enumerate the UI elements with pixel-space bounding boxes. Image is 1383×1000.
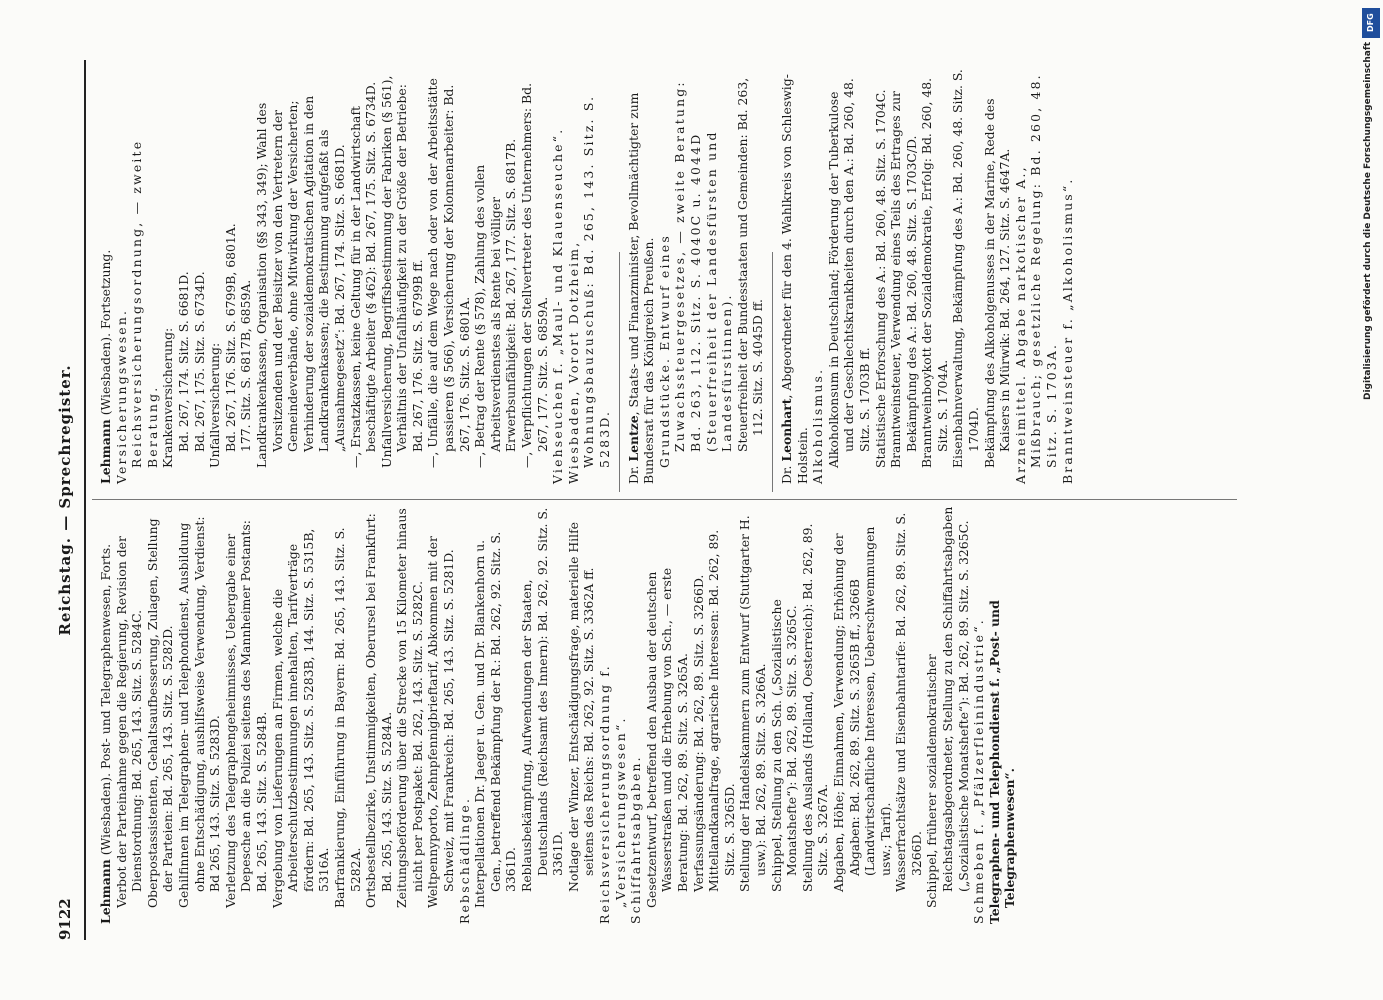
- index-entry: Eisenbahnverwaltung, Bekämpfung des A.: Bd. 260, 48. Sitz. S. 1704D.: [950, 69, 982, 468]
- index-entry: Branntweinsteuer, Verwendung eines Teils des Ertrages zur Bekämpfung des A.: Bd. 260, 48. Sitz. S. 1703C/D.: [888, 91, 919, 468]
- index-entry: Reblausbekämpfung, Aufwendungen der Staaten, Deutschlands (Reichsamt des Innern): Bd. 262, 92. Sitz. S. 3361D.: [519, 507, 566, 892]
- left-column-head: [98, 506, 114, 924]
- index-entry: Schippel, früherer sozialdemokratischer Reichstagsabgeordneter, Stellung zu den Schiffahrtsabgaben („Sozialistische Monatshefte“): Bd. 262, 89. Sitz. S. 3265C.: [924, 506, 971, 908]
- index-entry: Verletzung des Telegraphengeheimnisses, Uebergabe einer Depesche an die Polizei seitens des Mannheimer Postamts: Bd. 265, 143. Sitz. S. 5284B.: [222, 520, 269, 908]
- index-entry: Schiffahrtsabgaben.: [628, 755, 644, 924]
- index-entry: Weltpennyporto, Zehnpfennigbrieftarif, Abkommen mit der Schweiz, mit Frankreich: Bd. 265, 143. Sitz. S. 5281D.: [425, 536, 457, 908]
- index-entry: Branntweinboykott der Sozialdemokratie, Erfolg: Bd. 260, 48. Sitz. S. 1704A.: [919, 77, 950, 468]
- index-entry: Stellung des Auslands (Holland, Oesterreich): Bd. 262, 89. Sitz. S. 3267A.: [799, 523, 831, 892]
- index-entry: Steuerfreiheit der Bundesstaaten und Gemeinden: Bd. 263, 112. Sitz. S. 4045D ff.: [734, 77, 766, 452]
- right-entries-a: [114, 66, 613, 484]
- speaker-context: (Wiesbaden). Post- und Telegraphenwesen, Forts.: [98, 543, 113, 860]
- right-column: [96, 66, 1075, 484]
- index-entry: Landkrankenkassen, Organisation (§§ 343, 349); Wahl des Vorsitzenden und der Beisitzer von den Vertretern der Gemeindeverbände, ohne Mitwirkung der Versicherten; Verhinderung der sozialdemokratischen Agitation in den Landkrankenkassen; die Bestimmung aufgefaßt als „Ausnahmegesetz“: Bd. 267, 174. Sitz. S. 6681D.: [253, 95, 347, 468]
- index-entry: Wiesbaden, Vorort Dotzheim, Wohnungsbauzuschuß: Bd. 265, 143. Sitz. S. 5283D.: [565, 94, 612, 484]
- index-entry: Oberpostassistenten, Gehaltsaufbesserung, Zulagen, Stellung der Parteien: Bd. 265, 143. Sitz. S. 5282D.: [144, 518, 176, 908]
- index-entry: Unfallversicherung, Begriffsbestimmung der Fabriken (§ 561), Verhältnis der Unfallhäufigkeit zu der Größe der Betriebe: Bd. 267, 176. Sitz. S. 6799B ff.: [378, 75, 425, 468]
- index-entry: Gehilfinnen im Telegraphen- und Telephondienst, Ausbildung ohne Entschädigung, aushilfsweise Verwendung, Verdienst: Bd 265, 143. Sitz. S. 5283D.: [175, 516, 223, 908]
- speaker-name: Lehmann: [98, 419, 113, 484]
- index-entry: Schmeben f. „Pfälzerfleinindustrie“.: [971, 618, 987, 924]
- index-entry: Zeitungsbeförderung über die Strecke von 15 Kilometer hinaus nicht per Postpaket: Bd. 262, 143. Sitz. S. 5282C.: [394, 508, 425, 908]
- index-entry: Interpellationen Dr. Jaeger u. Gen. und Dr. Blankenhorn u. Gen., betreffend Bekämpfung der R.: Bd. 262, 92. Sitz. S. 3361D.: [472, 531, 519, 908]
- speaker-separator: [772, 252, 773, 492]
- index-entry: —, Verpflichtungen der Stellvertreter des Unternehmers: Bd. 267, 177. Sitz. S. 6859A.: [519, 82, 550, 468]
- speaker-context: (Wiesbaden). Fortsetzung.: [98, 249, 113, 420]
- index-entry: Bd. 267, 175. Sitz. S. 6734D.: [191, 271, 207, 452]
- index-entry: —, Betrag der Rente (§ 578), Zahlung des vollen Arbeitsverdienstes als Rente bei völliger Erwerbsunfähigkeit: Bd. 267, 177. Sitz. S. 6817B.: [472, 138, 519, 468]
- speaker-leonhart: [779, 66, 810, 484]
- index-entry: 177. Sitz. S. 6817B, 6859A.: [238, 279, 254, 452]
- index-entry: Reichsversicherungsordnung f. „Versicherungswesen“.: [597, 664, 628, 924]
- index-entry: Alkoholkonsum in Deutschland; Förderung der Tuberkulose und der Geschlechtskrankheiten durch den A.: Bd. 260, 48. Sitz. S. 1703B ff.: [825, 78, 872, 468]
- index-entry: —, Unfälle, die auf dem Wege nach oder von der Arbeitsstätte passieren (§ 566), Versicherung der Kolonnenarbeiter: Bd. 267, 176. Sitz. S. 6801A.: [425, 78, 472, 468]
- index-entry: Notlage der Winzer, Entschädigungsfrage, materielle Hilfe seitens des Reichs: Bd. 262, 92. Sitz. S. 3362A ff.: [565, 521, 597, 892]
- right-column-head: [98, 66, 114, 484]
- page-header: [52, 60, 82, 940]
- index-entry: —, Ersatzkassen, keine Geltung für in der Landwirtschaft beschäftigte Arbeiter (§ 462): Bd. 267, 175. Sitz. S. 6734D.: [347, 81, 379, 468]
- index-entry: Bekämpfung des Alkoholgenusses in der Marine, Rede des Kaisers in Mürwik: Bd. 264, 127. Sitz. S. 4647A.: [981, 98, 1013, 468]
- index-entry: Statistische Erforschung des A.: Bd. 260, 48. Sitz. S. 1704C.: [872, 89, 888, 468]
- speaker-separator: [619, 252, 620, 492]
- speaker-name: Lentze: [625, 415, 641, 462]
- index-entry: Vergebung von Lieferungen an Firmen, welche die Arbeiterschutzbestimmungen innehalten, Tarifverträge fördern: Bd. 265, 143. Sitz. S. 5283B, 144. Sitz. S. 5315B, 5316A.: [269, 528, 332, 908]
- left-entries: [114, 506, 1018, 924]
- index-entry: Wasserfrachtsätze und Eisenbahntarife: Bd. 262, 89. Sitz. S. 3266D.: [893, 512, 924, 892]
- index-entry: Arzneimittel. Abgabe narkotischer A., Mißbrauch; gesetzliche Regelung: Bd. 260, 48. Sitz. S. 1703A.: [1012, 73, 1060, 484]
- speaker-name: Lehmann: [98, 859, 113, 924]
- index-entry: Grundstücke. Entwurf eines Zuwachssteuergesetzes, — zweite Beratung: Bd. 263, 112. Sitz. S. 4040C u. 4044D (Steuerfreiheit der Landesfürsten und Landesfürstinnen).: [656, 80, 735, 468]
- right-entries-b: [657, 66, 766, 484]
- index-entry: Mittellandkanalfrage, agrarische Interessen: Bd. 262, 89. Sitz. S. 3265D.: [706, 529, 737, 892]
- index-entry: Verbot der Parteinahme gegen die Regierung, Revision der Dienstordnung: Bd. 265, 143. Sitz. S. 5284C.: [113, 536, 145, 908]
- index-entry: Telegraphen- und Telephondienst f. „Post- und Telegraphenwesen“.: [986, 600, 1018, 924]
- index-entry: Branntweinsteuer f. „Alkoholismus“.: [1059, 177, 1075, 484]
- column-divider: [92, 499, 1237, 500]
- speaker-name: Leonhart: [778, 398, 794, 462]
- index-entry: Schippel, Stellung zu den Sch. („Sozialistische Monatshefte“): Bd. 262, 89. Sitz. S. 3265C.: [768, 599, 800, 892]
- index-entry: Ortsbestellbezirke, Unstimmigkeiten, Oberursel bei Frankfurt: Bd. 265, 143. Sitz. S. 5284A.: [363, 513, 394, 908]
- index-entry: Versicherungswesen. Reichsversicherungsordnung, — zweite Beratung.: [113, 139, 160, 484]
- header-rule: [84, 60, 86, 940]
- page-number: 9122: [56, 898, 74, 940]
- index-entry: Krankenversicherung:: [160, 327, 176, 468]
- left-column: [96, 506, 1018, 924]
- index-entry: Abgaben, Höhe; Einnahmen, Verwendung; Erhöhung der Abgaben: Bd. 262, 89. Sitz. S. 3265B ff., 3266B (Landwirtschaftliche Interessen, Ueberschwemmungen usw.; Tarif).: [830, 526, 893, 892]
- index-entry: Rebschädlinge.: [456, 796, 472, 924]
- index-entry: Barfrankierung, Einführung in Bayern: Bd. 265, 143. Sitz. S. 5282A.: [331, 527, 363, 908]
- speaker-lentze: [626, 66, 657, 484]
- index-entry: Bd. 267, 174. Sitz. S. 6681D.: [175, 271, 191, 452]
- index-entry: Unfallversicherung:: [207, 342, 223, 468]
- index-entry: Viehseuchen f. „Maul- und Klauenseuche“.: [550, 127, 566, 484]
- index-entry: Bd. 267, 176. Sitz. S. 6799B, 6801A.: [222, 223, 238, 452]
- right-entries-c: [810, 66, 1075, 484]
- index-entry: Gesetzentwurf, betreffend den Ausbau der deutschen Wasserstraßen und die Erhebung von Sch., — erste Beratung: Bd. 262, 89. Sitz. S. 3265A.: [643, 567, 690, 908]
- running-head: Reichstag. — Sprechregister.: [56, 364, 74, 636]
- index-entry: Verfassungsänderung: Bd. 262, 89. Sitz. S. 3266D.: [690, 574, 706, 892]
- digitization-credit: Digitalisierung gefördert durch die Deutsche Forschungsgemeinschaft: [1363, 42, 1373, 401]
- dfg-logo: DFG: [1362, 8, 1380, 38]
- speaker-title: Dr.: [625, 461, 641, 484]
- index-entry: Alkoholismus.: [810, 367, 826, 484]
- speaker-context: , Staats- und Finanzminister, Bevollmächtigter zum Bundesrat für das Königreich Preußen.: [625, 92, 657, 484]
- index-entry: Stellung der Handelskammern zum Entwurf (Stuttgarter H. usw.): Bd. 262, 89. Sitz. S. 3266A.: [737, 515, 768, 892]
- speaker-context: , Abgeordneter für den 4. Wahlkreis von Schleswig-Holstein.: [778, 74, 810, 484]
- speaker-title: Dr.: [778, 461, 794, 484]
